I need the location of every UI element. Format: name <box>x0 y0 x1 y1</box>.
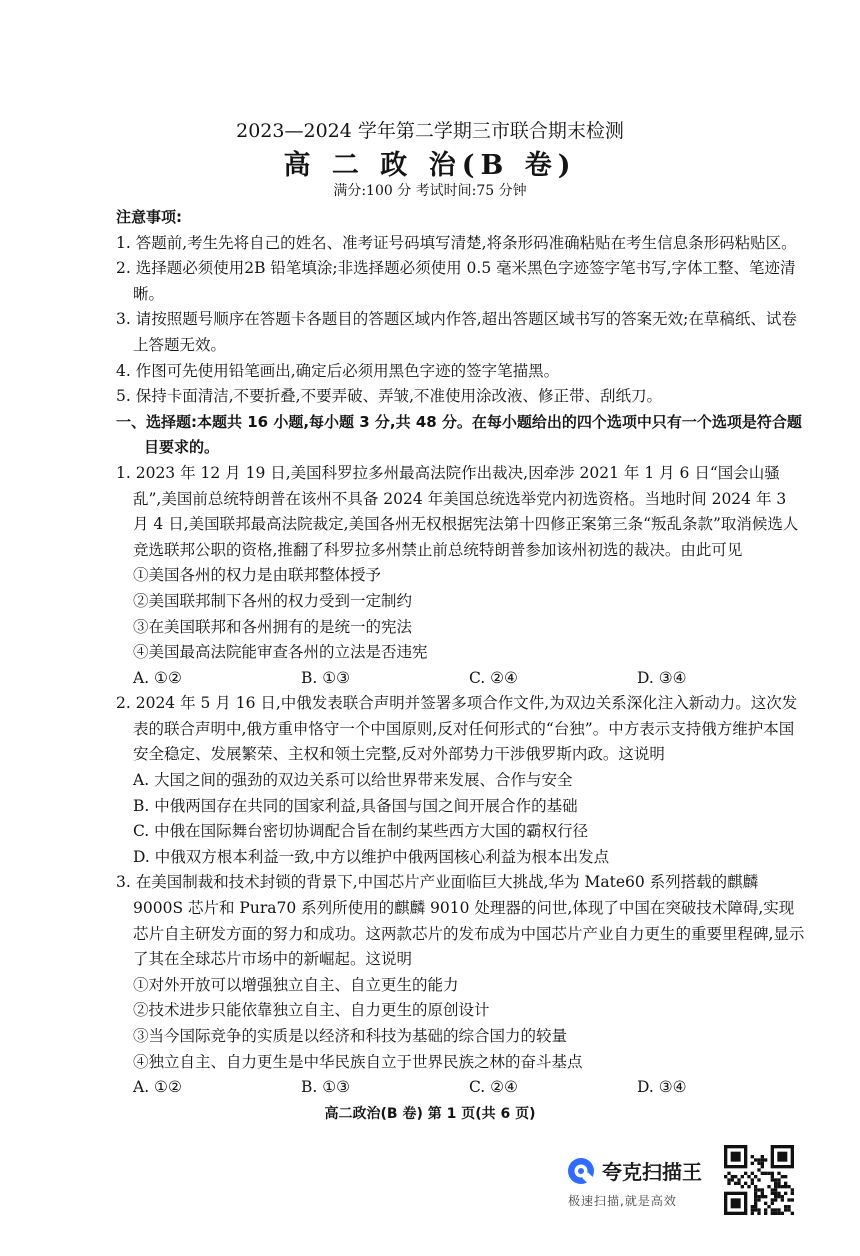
statement: ④美国最高法院能审查各州的立法是否违宪 <box>133 643 428 662</box>
notice-item: 2. 选择题必须使用2B 铅笔填涂;非选择题必须使用 0.5 毫米黑色字迹签字笔书写,字体工整、笔迹清晰。 <box>116 259 796 303</box>
notice-item: 4. 作图可先使用铅笔画出,确定后必须用黑色字迹的签字笔描黑。 <box>116 361 560 380</box>
notice-item: 3. 请按照题号顺序在答题卡各题目的答题区域内作答,超出答题区域书写的答案无效;在草稿纸、试卷上答题无效。 <box>116 310 797 354</box>
statement: ②美国联邦制下各州的权力受到一定制约 <box>133 591 413 610</box>
qr-code-icon <box>724 1145 794 1215</box>
brand-name: 夸克扫描王 <box>602 1160 702 1184</box>
exam-title: 2023—2024 学年第二学期三市联合期末检测 <box>236 120 624 142</box>
choice-a: A. ①② <box>133 668 182 687</box>
answer-choices <box>116 666 806 692</box>
statement: ①美国各州的权力是由联邦整体授予 <box>133 566 382 585</box>
choice-b: B. ①③ <box>301 668 351 687</box>
choice-c: C. ②④ <box>469 668 518 687</box>
exam-meta: 满分:100 分 考试时间:75 分钟 <box>333 183 527 199</box>
answer-option: B. 中俄两国存在共同的国家利益,具备国与国之间开展合作的基础 <box>133 796 578 815</box>
statement: ③在美国联邦和各州拥有的是统一的宪法 <box>133 617 413 636</box>
choice-d: D. ③④ <box>637 668 687 687</box>
choice-c: C. ②④ <box>469 1078 518 1097</box>
statement: ④独立自主、自力更生是中华民族自立于世界民族之林的奋斗基点 <box>133 1052 583 1071</box>
scanner-watermark <box>566 1150 716 1210</box>
brand-slogan: 极速扫描,就是高效 <box>568 1194 677 1208</box>
choice-d: D. ③④ <box>637 1078 687 1097</box>
page-footer: 高二政治(B 卷) 第 1 页(共 6 页) <box>324 1106 536 1122</box>
exam-content <box>116 205 806 1101</box>
notice-heading: 注意事项: <box>116 208 182 226</box>
section-heading: 一、选择题:本题共 16 小题,每小题 3 分,共 48 分。在每小题给出的四个选项中只有一个选项是符合题目要求的。 <box>116 412 802 457</box>
statement: ③当今国际竞争的实质是以经济和科技为基础的综合国力的较量 <box>133 1027 568 1045</box>
answer-option: D. 中俄双方根本利益一致,中方以维护中俄两国核心利益为根本出发点 <box>133 847 610 866</box>
choice-b: B. ①③ <box>301 1078 351 1097</box>
answer-choices <box>116 1075 806 1101</box>
choice-a: A. ①② <box>133 1078 182 1097</box>
notice-item: 1. 答题前,考生先将自己的姓名、准考证号码填写清楚,将条形码准确粘贴在考生信息条形码粘贴区。 <box>116 233 797 252</box>
statement: ①对外开放可以增强独立自主、自立更生的能力 <box>133 975 459 994</box>
answer-option: A. 大国之间的强劲的双边关系可以给世界带来发展、合作与安全 <box>133 771 573 790</box>
answer-option: C. 中俄在国际舞台密切协调配合旨在制约某些西方大国的霸权行径 <box>133 822 589 841</box>
question-stem: 1. 2023 年 12 月 19 日,美国科罗拉多州最高法院作出裁决,因牵涉 2021 年 1 月 6 日“国会山骚乱”,美国前总统特朗普在该州不具备 2024 年美国总统选举党内初选资格。当地时间 2024 年 3 月 4 日,美国联邦最高法院裁定,美国各州无权根据宪法第十四修正案第三条“叛乱条款”取消候选人竞选联邦公职的资格,推翻了科罗拉多州禁止前总统特朗普参加该州初选的裁决。由此可见 <box>116 463 799 559</box>
question-stem: 2. 2024 年 5 月 16 日,中俄发表联合声明并签署多项合作文件,为双边关系深化注入新动力。这次发表的联合声明中,俄方重申恪守一个中国原则,反对任何形式的“台独”。中方表示支持俄方维护本国安全稳定、发展繁荣、主权和领土完整,反对外部势力干涉俄罗斯内政。这说明 <box>116 694 798 764</box>
question-stem: 3. 在美国制裁和技术封锁的背景下,中国芯片产业面临巨大挑战,华为 Mate60 系列搭载的麒麟 9000S 芯片和 Pura70 系列所使用的麒麟 9010 处理器的问世,体现了中国在突破技术障碍,实现芯片自主研发方面的努力和成功。这两款芯片的发布成为中国芯片产业自力更生的重要里程碑,显示了其在全球芯片市场中的新崛起。这说明 <box>116 873 805 969</box>
subject-title: 高 二 政 治(B 卷) <box>283 150 577 181</box>
notice-item: 5. 保持卡面清洁,不要折叠,不要弄破、弄皱,不准使用涂改液、修正带、刮纸刀。 <box>116 387 662 406</box>
quark-logo-icon <box>566 1156 596 1186</box>
statement: ②技术进步只能依靠独立自主、自力更生的原创设计 <box>133 1001 490 1020</box>
